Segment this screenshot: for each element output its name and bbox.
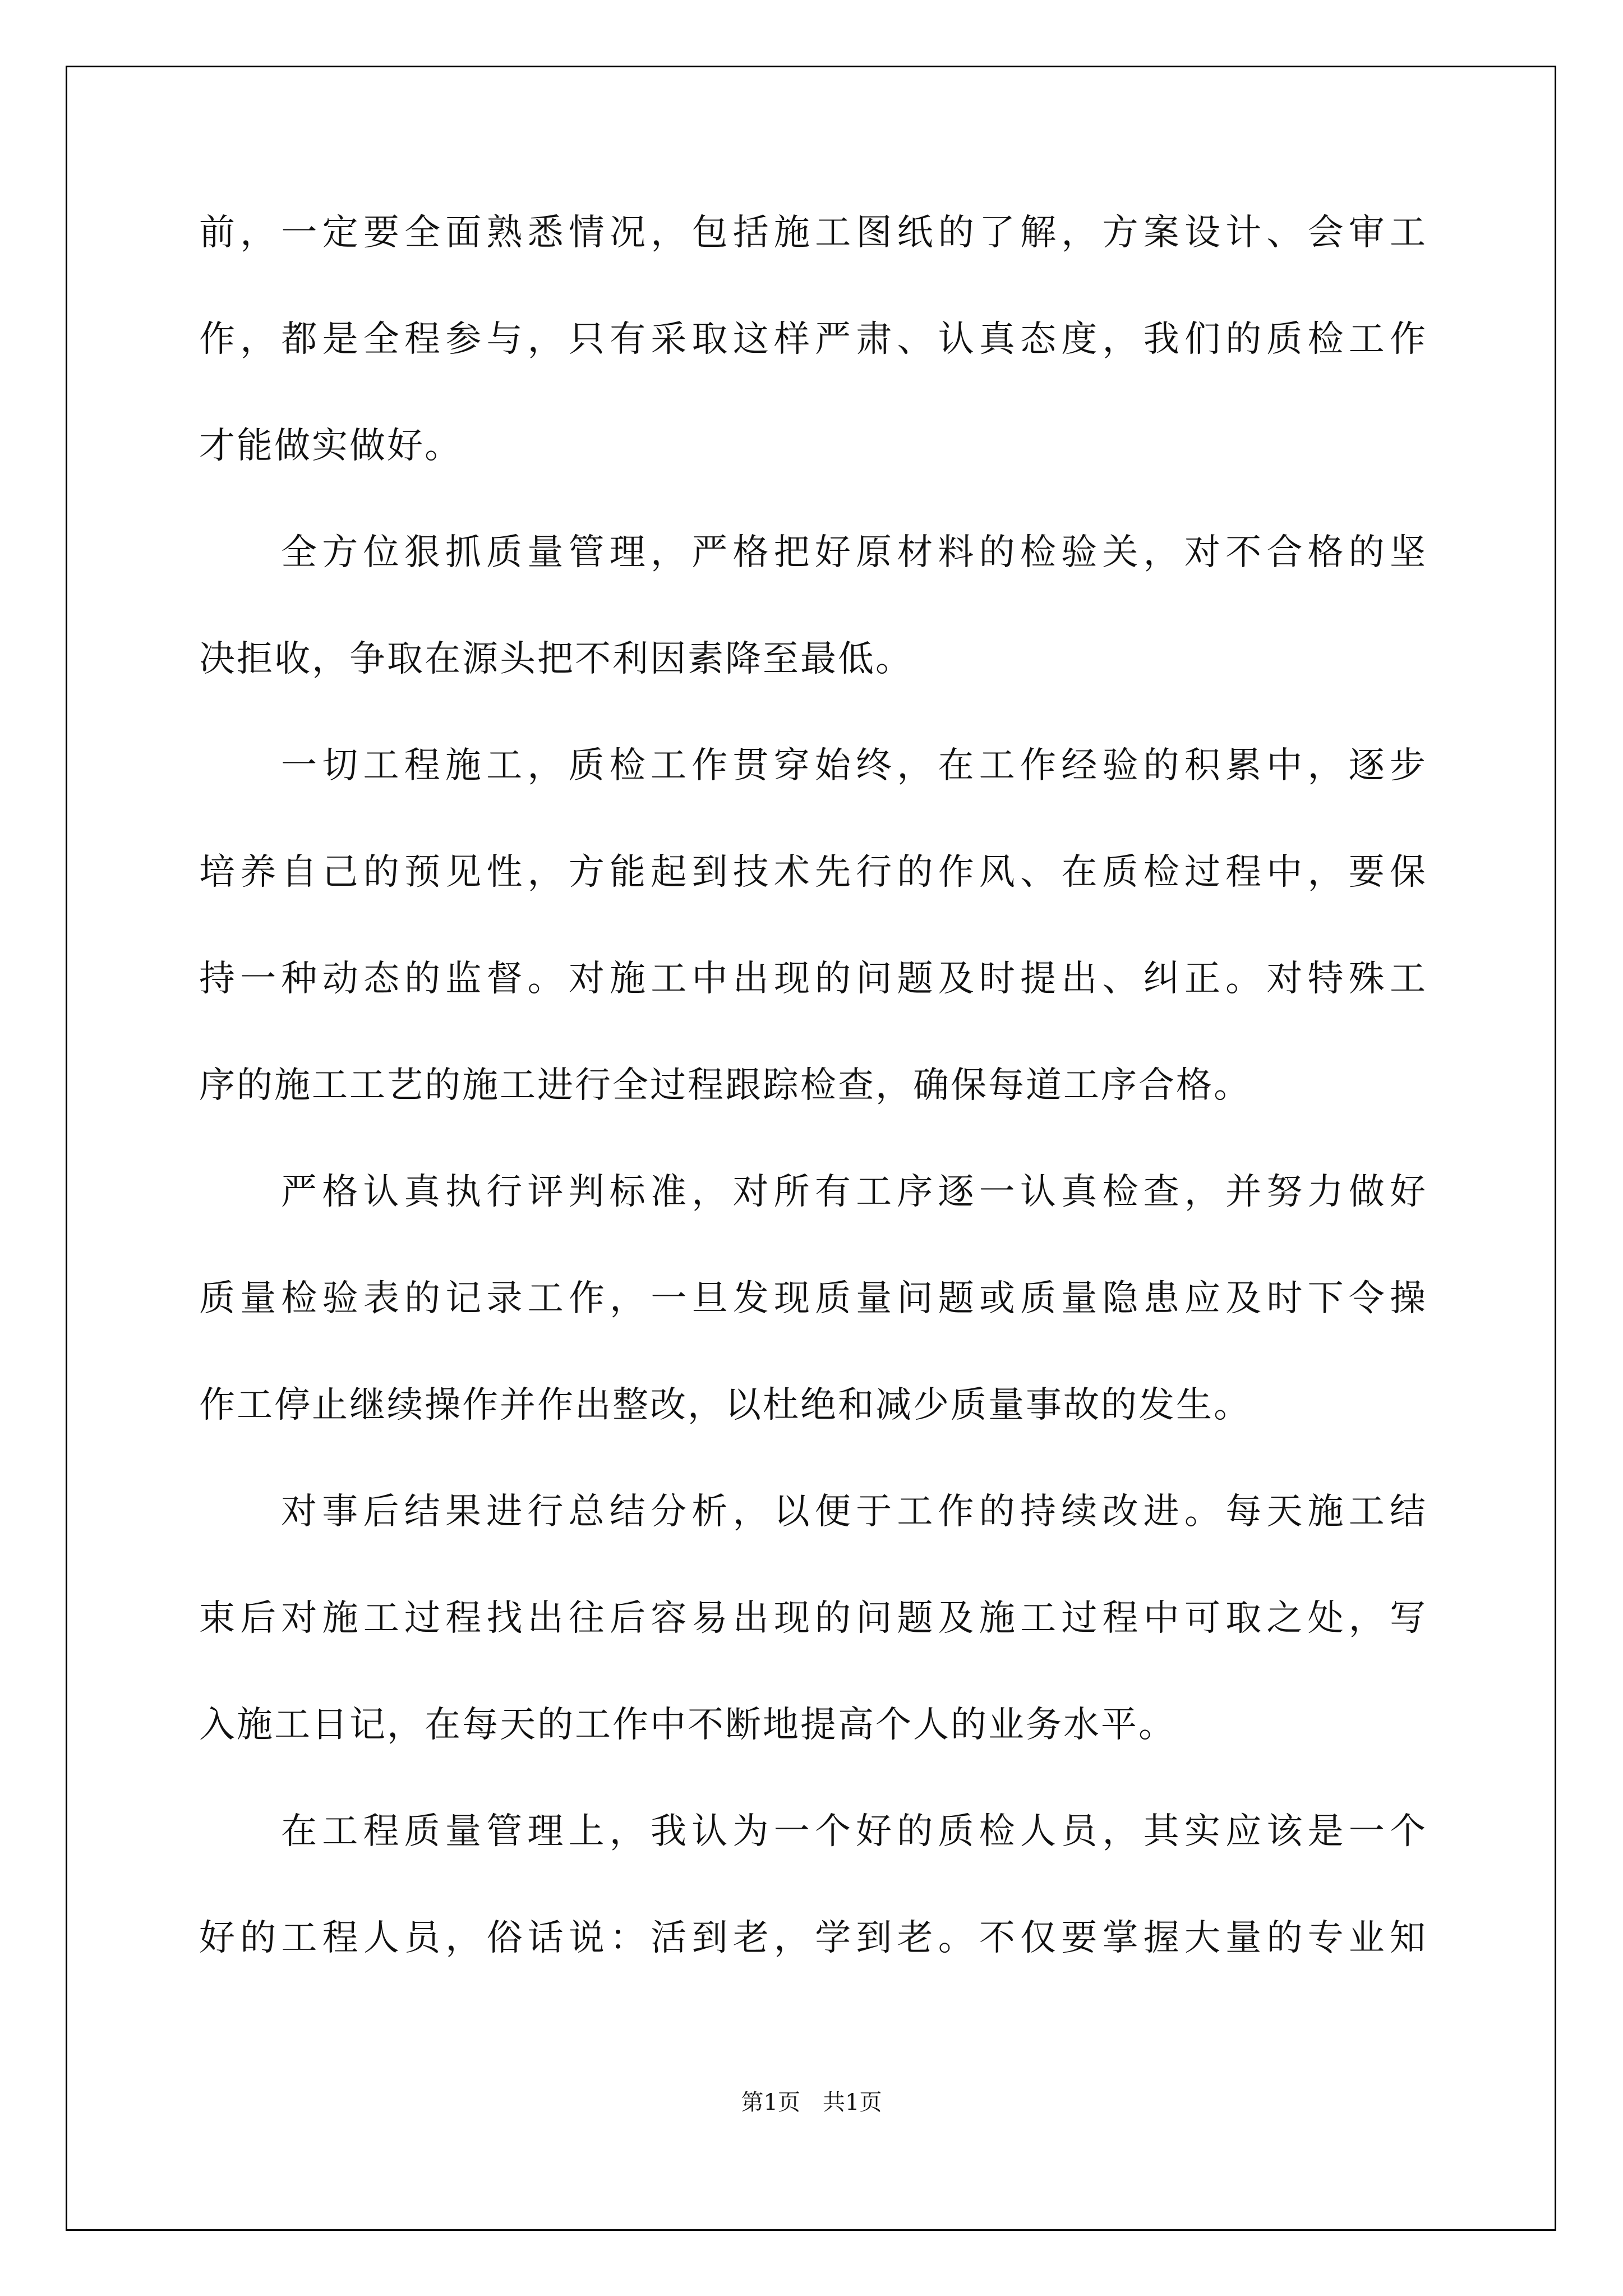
paragraph-line: 束后对施工过程找出往后容易出现的问题及施工过程中可取之处，写 [199, 1598, 1427, 1639]
paragraph-line: 决拒收，争取在源头把不利因素降至最低。 [199, 638, 913, 680]
paragraph-line: 好的工程人员，俗话说：活到老，学到老。不仅要掌握大量的专业知 [199, 1917, 1427, 1959]
paragraph-line: 质量检验表的记录工作，一旦发现质量问题或质量隐患应及时下令操 [199, 1278, 1427, 1319]
paragraph-line: 作工停止继续操作并作出整改，以杜绝和减少质量事故的发生。 [199, 1384, 1251, 1426]
paragraph-line: 培养自己的预见性，方能起到技术先行的作风、在质检过程中，要保 [199, 852, 1427, 893]
paragraph-line: 序的施工工艺的施工进行全过程跟踪检查，确保每道工序合格。 [199, 1065, 1251, 1106]
page-footer: 第1页 共1页 [741, 2090, 882, 2115]
paragraph-line: 严格认真执行评判标准，对所有工序逐一认真检查，并努力做好 [281, 1171, 1427, 1213]
paragraph-line: 在工程质量管理上，我认为一个好的质检人员，其实应该是一个 [281, 1811, 1427, 1852]
paragraph-line: 持一种动态的监督。对施工中出现的问题及时提出、纠正。对特殊工 [199, 958, 1427, 1000]
page-frame [66, 66, 1556, 2231]
paragraph-line: 才能做实做好。 [199, 425, 462, 467]
paragraph-line: 一切工程施工，质检工作贯穿始终，在工作经验的积累中，逐步 [281, 745, 1427, 786]
paragraph-line: 全方位狠抓质量管理，严格把好原材料的检验关，对不合格的坚 [281, 532, 1427, 573]
paragraph-line: 作，都是全程参与，只有采取这样严肃、认真态度，我们的质检工作 [199, 319, 1427, 360]
paragraph-line: 对事后结果进行总结分析，以便于工作的持续改进。每天施工结 [281, 1491, 1427, 1533]
paragraph-line: 前，一定要全面熟悉情况，包括施工图纸的了解，方案设计、会审工 [199, 212, 1427, 254]
paragraph-line: 入施工日记，在每天的工作中不断地提高个人的业务水平。 [199, 1704, 1176, 1746]
